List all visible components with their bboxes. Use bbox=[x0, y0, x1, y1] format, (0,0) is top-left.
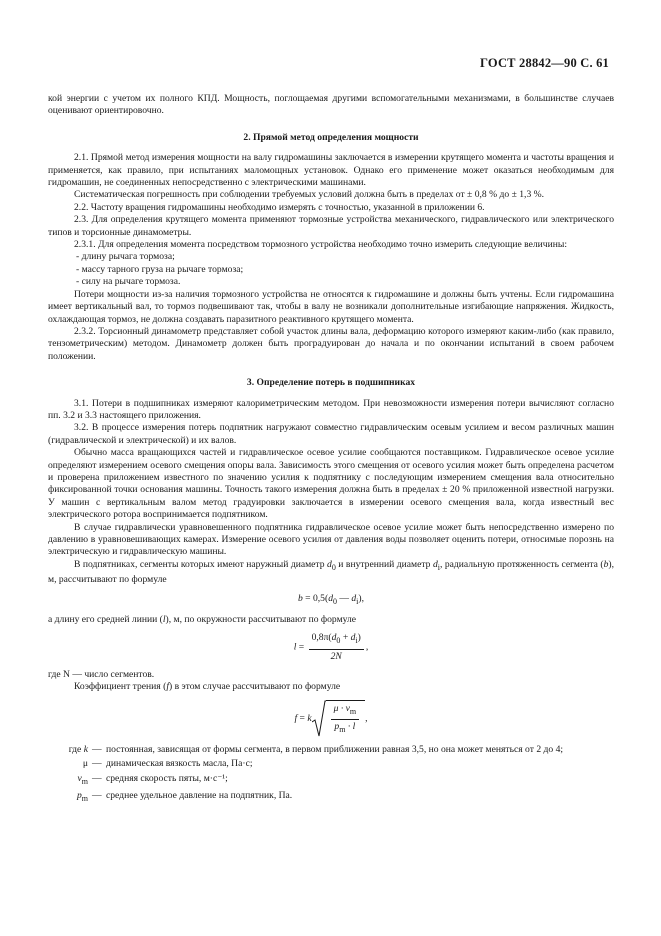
paragraph-balanced-bearing: В случае гидравлически уравновешенного подпятника гидравлическое осевое усилие может быть непосредственно измерено по давлению в уравновешивающих камерах. Измерение осевого усилия от давления воды позволяет оценить потери, относимые порознь на электрическую и гидравлическую машины. bbox=[48, 521, 614, 558]
definition-row: μ — динамическая вязкость масла, Па·с; bbox=[82, 758, 253, 770]
square-root bbox=[312, 700, 366, 738]
list-item: - силу на рычаге тормоза. bbox=[76, 276, 181, 288]
formula-midline-length: l = $\frac{0,8\pi(d_0 + d_i)}{2N}$ , bbox=[293, 632, 369, 662]
paragraph-midline: а длину его средней линии (l), м, по окружности рассчитывают по формуле bbox=[48, 613, 357, 625]
radical-sign-icon bbox=[312, 700, 326, 738]
formula-segment-width: $b = 0,5(d_0$ — $d_i$), bbox=[297, 592, 364, 606]
paragraph-2-1: 2.1. Прямой метод измерения мощности на валу гидромашины заключается в измерении крутящего момента и частоты вращения и применяется, как правило, при испытаниях маломощных установок. Однако его применение может оказаться необходимым для гидромашин, не соединенных непосредственно с электрическими машинами. bbox=[48, 152, 614, 189]
formula-friction: f = k $\frac{\mu \cdot v_m}{p_m \cdot l}$ , bbox=[48, 700, 614, 738]
fraction: $\frac{\mu \cdot v_m}{p_m \cdot l}$ bbox=[331, 703, 360, 737]
list-item: - длину рычага тормоза; bbox=[76, 251, 175, 263]
paragraph-2-3-1: 2.3.1. Для определения момента посредством тормозного устройства необходимо точно измерить следующие величины: bbox=[74, 239, 567, 251]
paragraph-2-2: 2.2. Частоту вращения гидромашины необходимо измерять с точностью, указанной в приложении 6. bbox=[74, 201, 485, 213]
paragraph-3-2: 3.2. В процессе измерения потерь подпятник нагружают совместно гидравлическим осевым усилием и весом различных машин (гидравлической и электрической) и их валов. bbox=[48, 422, 614, 446]
definition-row: $v_m$ — средняя скорость пяты, м·с⁻¹; bbox=[77, 772, 228, 786]
paragraph-2-3: 2.3. Для определения крутящего момента применяют тормозные устройства механического, гидравлического или электрического типов и торсионные динамометры. bbox=[48, 214, 614, 238]
page-header: ГОСТ 28842—90 С. 61 bbox=[480, 56, 609, 70]
definition-row: $p_m$ — среднее удельное давление на подпятник, Па. bbox=[76, 789, 293, 803]
paragraph-2-1-accuracy: Систематическая погрешность при соблюдении требуемых условий должна быть в пределах от ± 0,8 % до ± 1,3 %. bbox=[74, 189, 545, 201]
intro-paragraph: кой энергии с учетом их полного КПД. Мощность, поглощаемая другими вспомогательными механизмами, в большинстве случаев оценивают ориентировочно. bbox=[48, 93, 614, 117]
paragraph-2-3-2: 2.3.2. Торсионный динамометр представляет собой участок длины вала, деформацию которого измеряют каким-либо (как правило, тензометрическим) методом. Динамометр должен быть проградуирован до начала и по окончании испытаний в своем рабочем положении. bbox=[48, 325, 614, 362]
paragraph-segments: В подпятниках, сегменты которых имеют наружный диаметр $d_0$ и внутренний диаметр $d_i$, радиальную протяженность сегмента (b), м, рассчитывают по формуле bbox=[48, 558, 614, 586]
fraction: $\frac{0,8\pi(d_0 + d_i)}{2N}$ bbox=[309, 632, 364, 663]
list-item: - массу тарного груза на рычаге тормоза; bbox=[76, 263, 244, 275]
document-body bbox=[48, 93, 614, 807]
symbol-definitions bbox=[48, 744, 614, 807]
paragraph-axial-force: Обычно масса вращающихся частей и гидравлическое осевое усилие сообщаются поставщиком. Гидравлическое осевое усилие определяют измерением осевого смещения опоры вала. Зависимость этого смещения от осевого усилия может быть определена расчетом и проверена приложением известного по значению усилия к подпятнику с последующим измерением смещения вала относительно фиксированной точки основания машины. Точность такого измерения должна быть в пределах ± 20 % приложенной известной нагрузки. У машин с вертикальным валом метод градуировки заключается в измерении осевого смещения вала, когда известный вес электрического ротора воспринимается подпятником. bbox=[48, 447, 614, 521]
paragraph-friction: Коэффициент трения (f) в этом случае рассчитывают по формуле bbox=[74, 681, 341, 693]
section-3-heading: 3. Определение потерь в подшипниках bbox=[246, 377, 416, 389]
paragraph-3-1: 3.1. Потери в подшипниках измеряют калориметрическим методом. При невозможности измерения потери вычисляют согласно пп. 3.2 и 3.3 настоящего приложения. bbox=[48, 397, 614, 421]
section-2-heading: 2. Прямой метод определения мощности bbox=[243, 131, 419, 143]
paragraph-segment-count: где N — число сегментов. bbox=[48, 668, 155, 680]
definition-row: где k — постоянная, зависящая от формы сегмента, в первом приближении равная 3,5, но она может меняться от 2 до 4; bbox=[68, 743, 564, 755]
paragraph-brake-losses: Потери мощности из-за наличия тормозного устройства не относятся к гидромашине и должны быть учтены. Если гидромашина имеет вертикальный вал, то тормоз подвешивают так, чтобы в валу не возникали дополнительные изгибающие напряжения. Жидкость, охлаждающая тормоз, не должна создавать паразитного реактивного крутящего момента. bbox=[48, 288, 614, 325]
